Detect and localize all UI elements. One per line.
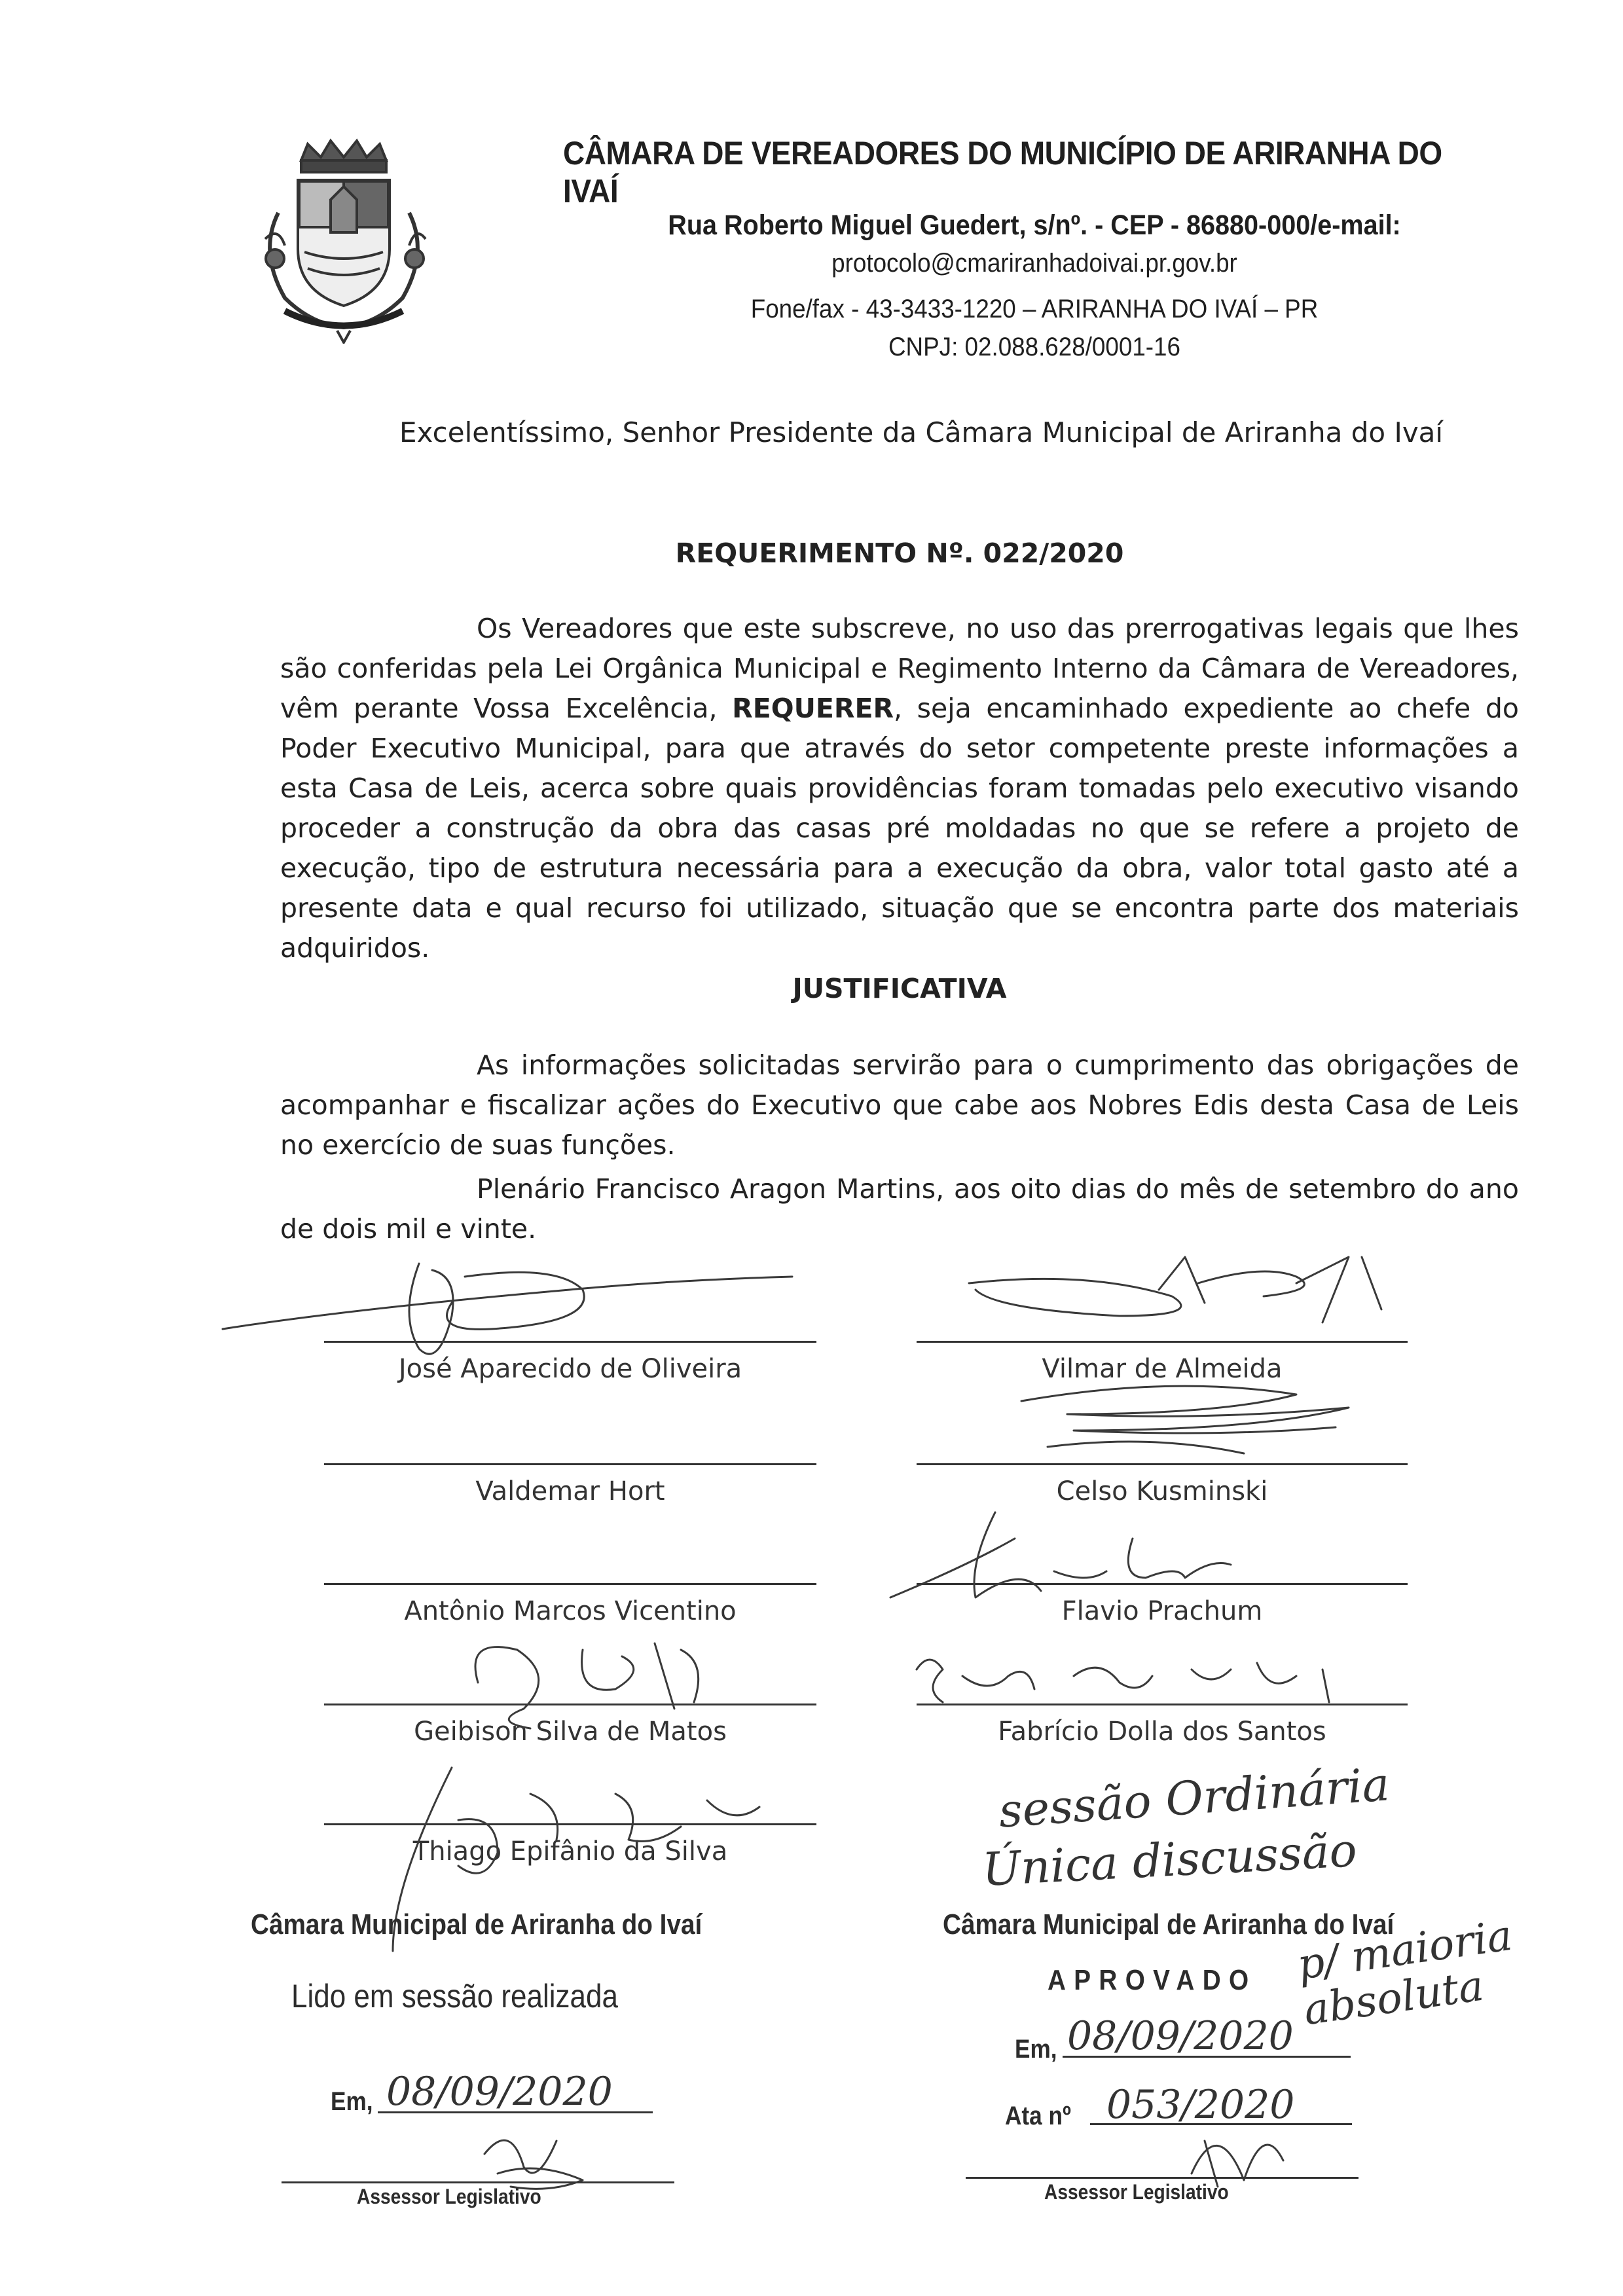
- stamp-org: Câmara Municipal de Ariranha do Ivaí: [943, 1908, 1395, 1941]
- document-title: REQUERIMENTO Nº. 022/2020: [675, 538, 1124, 569]
- stamp-org: Câmara Municipal de Ariranha do Ivaí: [251, 1908, 702, 1941]
- stamp-role: Assessor Legislativo: [357, 2185, 541, 2208]
- stamp-approved-note: p/ maioria absoluta: [1294, 1911, 1516, 2035]
- handwritten-signature: [956, 1244, 1414, 1342]
- coat-of-arms-logo: [239, 134, 448, 344]
- signatory-name: Antônio Marcos Vicentino: [404, 1596, 737, 1626]
- handwritten-signature: [871, 1486, 1296, 1604]
- justification-paragraph: [280, 1046, 1519, 1165]
- request-keyword: REQUERER: [732, 693, 894, 724]
- request-text-end: , seja encaminhado expediente ao chefe do Poder Executivo Municipal, para que através do setor competente preste informações a esta Casa de Leis, acerca sobre quais providências foram tomadas pelo executivo visando proceder a construção da obra das casas pré moldadas no que se refere a projeto de execução, tipo de estrutura necessária para a execução da obra, valor total gasto até a presente data e qual recurso foi utilizado, situação que se encontra parte dos materiais adquiridos.: [280, 693, 1519, 964]
- closing-paragraph: [280, 1169, 1519, 1249]
- handwritten-signature: [1008, 1368, 1401, 1467]
- stamp-ata-number: 053/2020: [1106, 2082, 1295, 2128]
- handwritten-signature: [216, 1250, 805, 1381]
- signatory-name: Vilmar de Almeida: [1042, 1354, 1283, 1384]
- stamp-date: 08/09/2020: [386, 2069, 613, 2115]
- address-line: Rua Roberto Miguel Guedert, s/nº. - CEP - 86880-000/e-mail:: [668, 210, 1401, 241]
- justification-text: As informações solicitadas servirão para o cumprimento das obrigações de acompanhar e fiscalizar ações do Executivo que cabe aos Nobres Edis desta Casa de Leis no exercício de suas funções.: [280, 1049, 1519, 1161]
- handwritten-signature: [452, 1624, 779, 1755]
- salutation: Excelentíssimo, Senhor Presidente da Câmara Municipal de Ariranha do Ivaí: [399, 416, 1444, 448]
- stamp-date-label: Em,: [331, 2087, 373, 2116]
- request-paragraph: [280, 609, 1519, 968]
- signatory-name: Geibison Silva de Matos: [414, 1717, 727, 1747]
- signatory-name: Celso Kusminski: [1056, 1476, 1268, 1506]
- stamp-ata-label: Ata nº: [1005, 2102, 1071, 2130]
- stamp-approved: APROVADO: [1048, 1964, 1257, 1996]
- handwritten-note: Única discussão: [981, 1823, 1359, 1897]
- signatory-name: Valdemar Hort: [475, 1476, 665, 1506]
- stamp-date-label: Em,: [1015, 2035, 1057, 2064]
- handwritten-note: sessão Ordinária: [996, 1757, 1391, 1838]
- signatory-name: Flavio Prachum: [1061, 1596, 1263, 1626]
- signature-line: [324, 1463, 816, 1465]
- stamp-read-text: Lido em sessão realizada: [291, 1978, 618, 2014]
- signature-line: [324, 1583, 816, 1585]
- cnpj-line: CNPJ: 02.088.628/0001-16: [888, 333, 1180, 361]
- chamber-title: CÂMARA DE VEREADORES DO MUNICÍPIO DE ARIRANHA DO IVAÍ: [563, 135, 1442, 210]
- request-text-start: Os Vereadores que este subscreve, no uso das prerrogativas legais que lhes são conferidas pela Lei Orgânica Municipal e Regimento Interno da Câmara de Vereadores, vêm perante Vossa Excelência,: [280, 613, 1519, 724]
- signatory-name: Thiago Epifânio da Silva: [412, 1836, 728, 1867]
- stamp-signature-line: [282, 2181, 674, 2183]
- email-line[interactable]: protocolo@cmariranhadoivai.pr.gov.br: [831, 249, 1237, 278]
- handwritten-signature: [903, 1637, 1427, 1722]
- stamp-signature-line: [966, 2177, 1359, 2179]
- signatory-name: José Aparecido de Oliveira: [398, 1354, 742, 1384]
- signatory-name: Fabrício Dolla dos Santos: [998, 1717, 1326, 1747]
- closing-text: Plenário Francisco Aragon Martins, aos oito dias do mês de setembro do ano de dois mil e vinte.: [280, 1173, 1519, 1245]
- phone-line: Fone/fax - 43-3433-1220 – ARIRANHA DO IVAÍ – PR: [750, 295, 1319, 323]
- stamp-date: 08/09/2020: [1067, 2013, 1294, 2059]
- stamp-role: Assessor Legislativo: [1044, 2180, 1229, 2204]
- justification-title: JUSTIFICATIVA: [792, 973, 1007, 1004]
